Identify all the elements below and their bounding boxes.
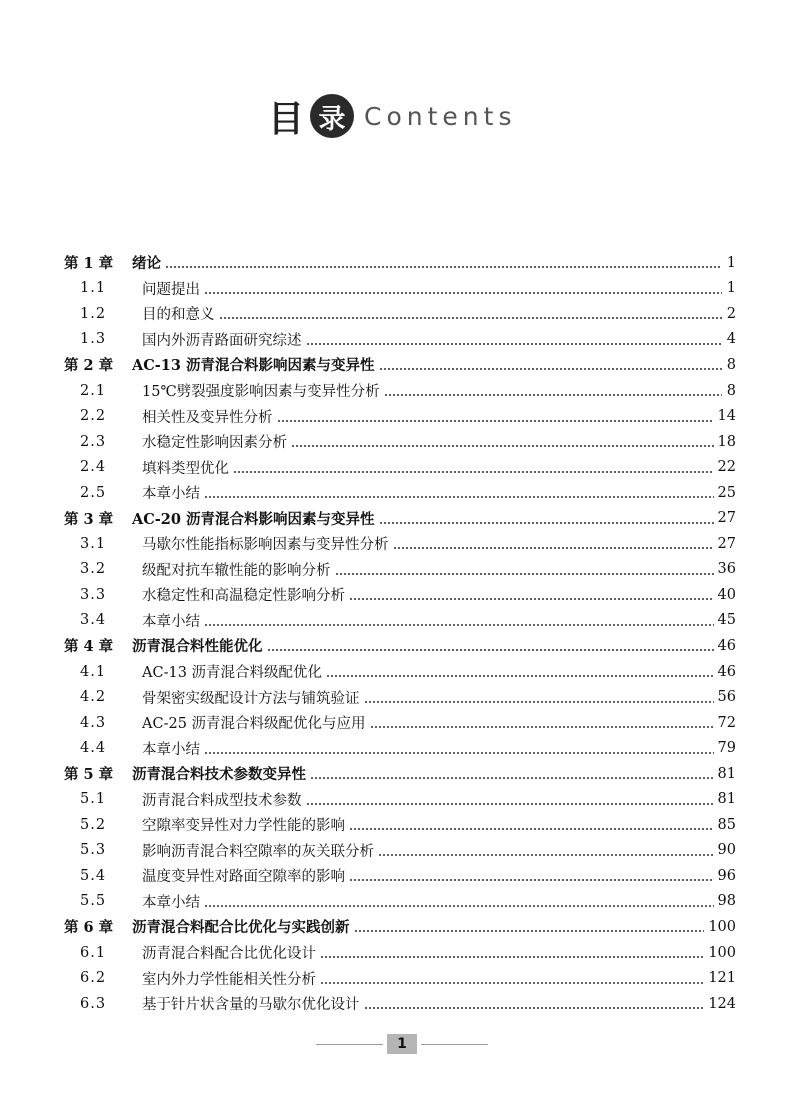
toc-entry-page: 81 [717,791,736,808]
toc-entry-number: 3.1 [80,535,107,552]
toc-section-row [64,378,736,404]
toc-entry-number: 6.1 [80,944,107,961]
dot-leader [204,292,722,294]
dot-leader [233,471,714,473]
toc-title-english: Contents [364,101,517,131]
toc-entry-title: AC-13 沥青混合料级配优化 [142,665,323,682]
toc-entry-page: 98 [717,893,736,910]
toc-chapter-row [64,914,736,940]
toc-section-row [64,429,736,455]
toc-entry-number: 第 4 章 [64,638,114,656]
toc-entry-title: 水稳定性和高温稳定性影响分析 [142,588,345,605]
toc-entry-page: 40 [717,586,736,603]
toc-entry-title: 本章小结 [142,486,200,503]
dot-leader [267,649,714,651]
footer-rule-right [421,1044,488,1045]
toc-chapter-row [64,633,736,659]
page-number: 1 [387,1034,417,1054]
toc-entry-page: 8 [726,382,736,399]
dot-leader [310,777,714,779]
toc-entry-page: 14 [717,408,736,425]
toc-entry-title: 本章小结 [142,741,200,758]
toc-entry-title: 绪论 [132,255,161,273]
dot-leader [219,317,723,319]
toc-entry-number: 1.2 [80,305,107,322]
dot-leader [204,624,714,626]
toc-entry-title: AC-13 沥青混合料影响因素与变异性 [132,357,375,375]
toc-entry-title: AC-20 沥青混合料影响因素与变异性 [132,510,375,528]
toc-entry-title: 影响沥青混合料空隙率的灰关联分析 [142,843,374,860]
toc-entry-number: 2.2 [80,408,107,425]
toc-section-row [64,403,736,429]
toc-entry-page: 46 [717,663,736,680]
toc-entry-page: 96 [717,867,736,884]
toc-entry-title: 相关性及变异性分析 [142,409,273,426]
dot-leader [384,394,722,396]
toc-entry-title: 沥青混合料配合比优化设计 [142,946,316,963]
toc-section-row [64,940,736,966]
toc-chapter-row [64,352,736,378]
toc-entry-number: 4.4 [80,740,107,757]
dot-leader [378,854,714,856]
toc-entry-number: 5.4 [80,867,107,884]
toc-entry-title: 15℃劈裂强度影响因素与变异性分析 [142,384,380,400]
toc-entry-number: 3.4 [80,612,107,629]
toc-section-row [64,608,736,634]
toc-entry-title: 沥青混合料技术参数变异性 [132,766,306,784]
toc-entry-title: 沥青混合料配合比优化与实践创新 [132,919,350,937]
dot-leader [349,598,714,600]
toc-entry-number: 4.3 [80,714,107,731]
toc-title: 目 [268,98,305,140]
toc-entry-number: 3.3 [80,586,107,603]
toc-entry-title: 温度变异性对路面空隙率的影响 [142,869,345,886]
dot-leader [393,547,714,549]
toc-entry-page: 45 [717,612,736,629]
toc-entry-number: 4.1 [80,663,107,680]
dot-leader [335,573,714,575]
toc-entry-page: 124 [708,995,736,1012]
toc-entry-page: 2 [726,305,736,322]
dot-leader [370,726,714,728]
toc-section-row [64,276,736,302]
toc-entry-page: 46 [717,637,736,654]
toc-entry-number: 5.5 [80,893,107,910]
toc-entry-title: 本章小结 [142,894,200,911]
toc-entry-number: 2.3 [80,433,107,450]
toc-entry-number: 5.2 [80,816,107,833]
toc-section-row [64,965,736,991]
toc-entry-page: 121 [708,970,736,987]
toc-section-row [64,812,736,838]
toc-entry-page: 1 [726,280,736,297]
dot-leader [349,828,714,830]
toc-section-row [64,889,736,915]
toc-entry-page: 79 [717,740,736,757]
dot-leader [349,879,714,881]
toc-entry-page: 36 [717,561,736,578]
toc-entry-number: 2.1 [80,382,107,399]
toc-entry-number: 3.2 [80,561,107,578]
toc-entry-number: 6.2 [80,970,107,987]
toc-section-row [64,480,736,506]
toc-section-row [64,582,736,608]
toc-section-row [64,863,736,889]
toc-chapter-row [64,761,736,787]
toc-entry-page: 8 [726,356,736,373]
toc-section-row [64,991,736,1017]
toc-section-row [64,684,736,710]
toc-entry-page: 27 [717,535,736,552]
dot-leader [320,982,704,984]
toc-entry-number: 6.3 [80,995,107,1012]
dot-leader [364,701,714,703]
toc-entry-title: AC-25 沥青混合料级配优化与应用 [142,716,366,733]
dot-leader [379,368,722,370]
toc-entry-number: 第 5 章 [64,766,114,784]
toc-section-row [64,327,736,353]
dot-leader [320,956,704,958]
toc-entry-title: 本章小结 [142,613,200,630]
table-of-contents [64,250,736,1016]
toc-chapter-row [64,250,736,276]
toc-entry-page: 85 [717,816,736,833]
toc-section-row [64,838,736,864]
toc-entry-page: 27 [717,510,736,527]
dot-leader [306,343,723,345]
toc-section-row [64,786,736,812]
dot-leader [277,420,714,422]
toc-entry-number: 1.1 [80,280,107,297]
toc-entry-number: 2.4 [80,459,107,476]
toc-entry-title: 基于针片状含量的马歇尔优化设计 [142,997,360,1014]
toc-section-row [64,735,736,761]
toc-chapter-row [64,505,736,531]
toc-entry-number: 5.3 [80,842,107,859]
toc-entry-title: 目的和意义 [142,307,215,324]
toc-entry-page: 81 [717,765,736,782]
dot-leader [364,1007,705,1009]
dot-leader [165,266,722,268]
toc-entry-title: 级配对抗车辙性能的影响分析 [142,562,331,579]
toc-entry-page: 18 [717,433,736,450]
dot-leader [204,905,714,907]
toc-entry-number: 第 6 章 [64,919,114,937]
toc-entry-number: 第 3 章 [64,510,114,528]
toc-entry-number: 2.5 [80,484,107,501]
toc-entry-page: 4 [726,331,736,348]
toc-entry-title: 骨架密实级配设计方法与铺筑验证 [142,690,360,707]
toc-entry-title: 沥青混合料成型技术参数 [142,792,302,809]
dot-leader [204,752,714,754]
toc-entry-title: 马歇尔性能指标影响因素与变异性分析 [142,537,389,554]
toc-section-row [64,710,736,736]
toc-entry-number: 第 2 章 [64,357,114,375]
toc-entry-page: 56 [717,689,736,706]
toc-entry-page: 22 [717,459,736,476]
toc-entry-title: 沥青混合料性能优化 [132,638,263,656]
dot-leader [379,522,714,524]
toc-entry-page: 1 [726,254,736,271]
toc-section-row [64,301,736,327]
dot-leader [326,675,714,677]
toc-entry-title: 空隙率变异性对力学性能的影响 [142,818,345,835]
toc-section-row [64,557,736,583]
dot-leader [306,803,714,805]
toc-entry-title: 国内外沥青路面研究综述 [142,332,302,349]
toc-title-badge: 录 [310,94,354,138]
toc-entry-number: 4.2 [80,689,107,706]
toc-section-row [64,659,736,685]
toc-header [268,94,516,138]
toc-section-row [64,531,736,557]
toc-entry-page: 72 [717,714,736,731]
toc-entry-title: 水稳定性影响因素分析 [142,435,287,452]
toc-entry-page: 90 [717,842,736,859]
dot-leader [291,445,714,447]
dot-leader [354,930,705,932]
toc-entry-number: 5.1 [80,791,107,808]
toc-entry-page: 100 [708,918,736,935]
toc-entry-page: 100 [708,944,736,961]
footer-rule-left [316,1044,383,1045]
toc-entry-number: 第 1 章 [64,255,114,273]
toc-section-row [64,454,736,480]
dot-leader [204,496,714,498]
toc-entry-page: 25 [717,484,736,501]
toc-entry-title: 问题提出 [142,281,200,298]
toc-entry-number: 1.3 [80,331,107,348]
toc-entry-title: 填料类型优化 [142,460,229,477]
toc-entry-title: 室内外力学性能相关性分析 [142,971,316,988]
page-footer [312,1034,492,1054]
